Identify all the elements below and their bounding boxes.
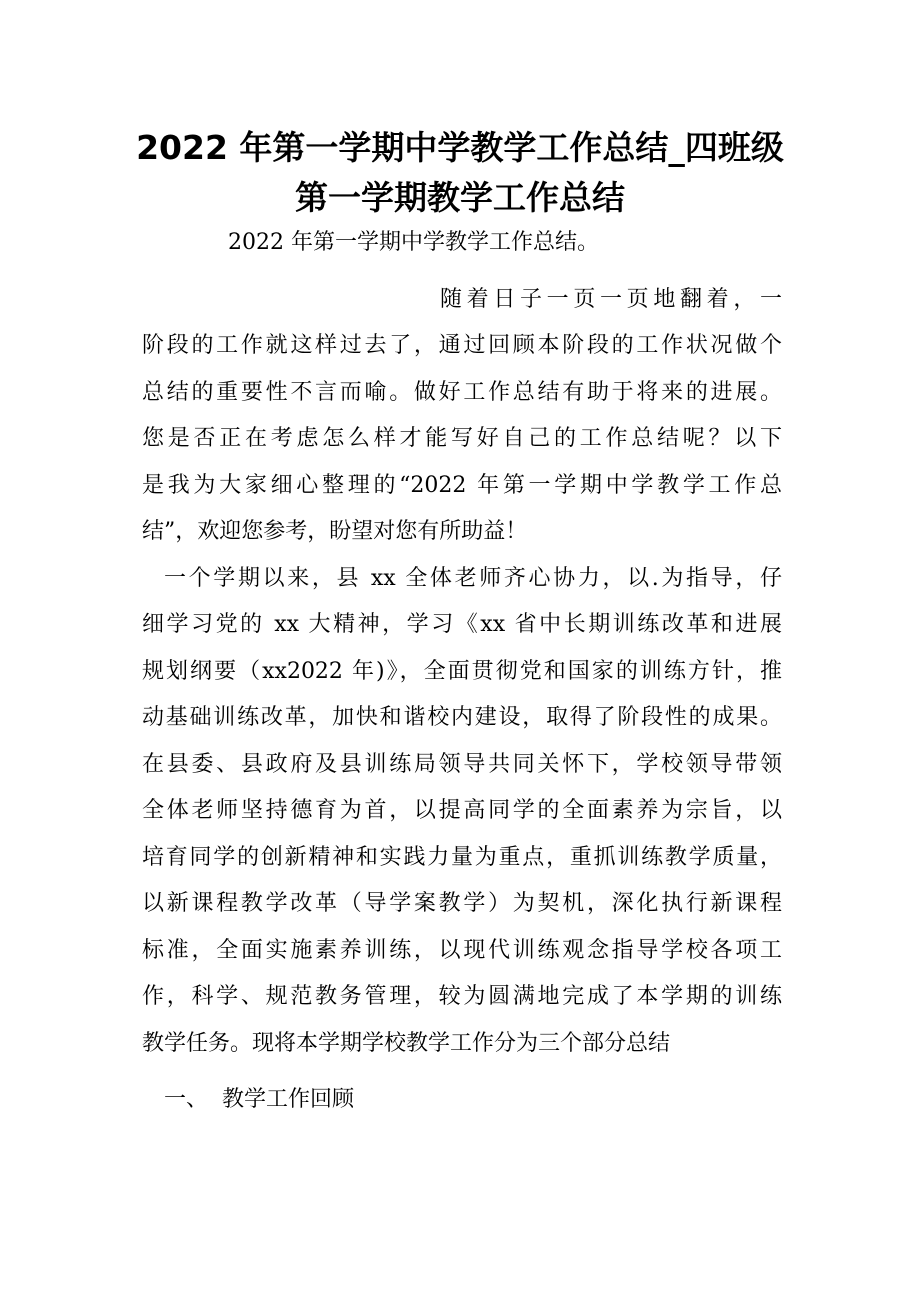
document-body <box>142 220 782 1124</box>
paragraph-line: 随着日子一页一页地翻着，一 <box>440 286 782 312</box>
paragraph-line: 在县委、县政府及县训练局领导共同关怀下，学校领导带领 <box>142 751 782 777</box>
subtitle-line: 2022 年第一学期中学教学工作总结。 <box>228 230 599 255</box>
paragraph-line: 总结的重要性不言而喻。做好工作总结有助于将来的进展。 <box>142 379 782 405</box>
paragraph-line: 以新课程教学改革（导学案教学）为契机，深化执行新课程 <box>142 891 782 916</box>
paragraph-line: 一个学期以来，县 xx 全体老师齐心协力，以.为指导，仔 <box>164 565 782 591</box>
paragraph-line: 细学习党的 xx 大精神，学习《xx 省中长期训练改革和进展 <box>142 612 782 637</box>
paragraph-line: 培育同学的创新精神和实践力量为重点，重抓训练教学质量， <box>142 844 782 870</box>
paragraph-line: 教学任务。现将本学期学校教学工作分为三个部分总结 <box>142 1030 671 1056</box>
paragraph-line: 动基础训练改革，加快和谐校内建设，取得了阶段性的成果。 <box>142 705 782 730</box>
paragraph-line: 是我为大家细心整理的“2022 年第一学期中学教学工作总 <box>142 472 782 498</box>
paragraph-line: 全体老师坚持德育为首，以提高同学的全面素养为宗旨，以 <box>142 798 782 823</box>
section-heading: 一、 教学工作回顾 <box>164 1087 354 1112</box>
document-title-line-2: 第一学期教学工作总结 <box>295 178 625 217</box>
paragraph-line: 阶段的工作就这样过去了，通过回顾本阶段的工作状况做个 <box>142 333 782 358</box>
document-title-line-1: 2022 年第一学期中学教学工作总结_四班级 <box>136 128 784 167</box>
paragraph-line: 标准，全面实施素养训练，以现代训练观念指导学校各项工 <box>142 937 782 963</box>
paragraph-line: 您是否正在考虑怎么样才能写好自己的工作总结呢？以下 <box>142 426 782 451</box>
paragraph-line: 结”，欢迎您参考，盼望对您有所助益！ <box>142 519 528 544</box>
paragraph-line: 规划纲要（xx2022 年)》，全面贯彻党和国家的训练方针，推 <box>142 658 782 684</box>
paragraph-line: 作，科学、规范教务管理，较为圆满地完成了本学期的训练 <box>142 984 782 1009</box>
